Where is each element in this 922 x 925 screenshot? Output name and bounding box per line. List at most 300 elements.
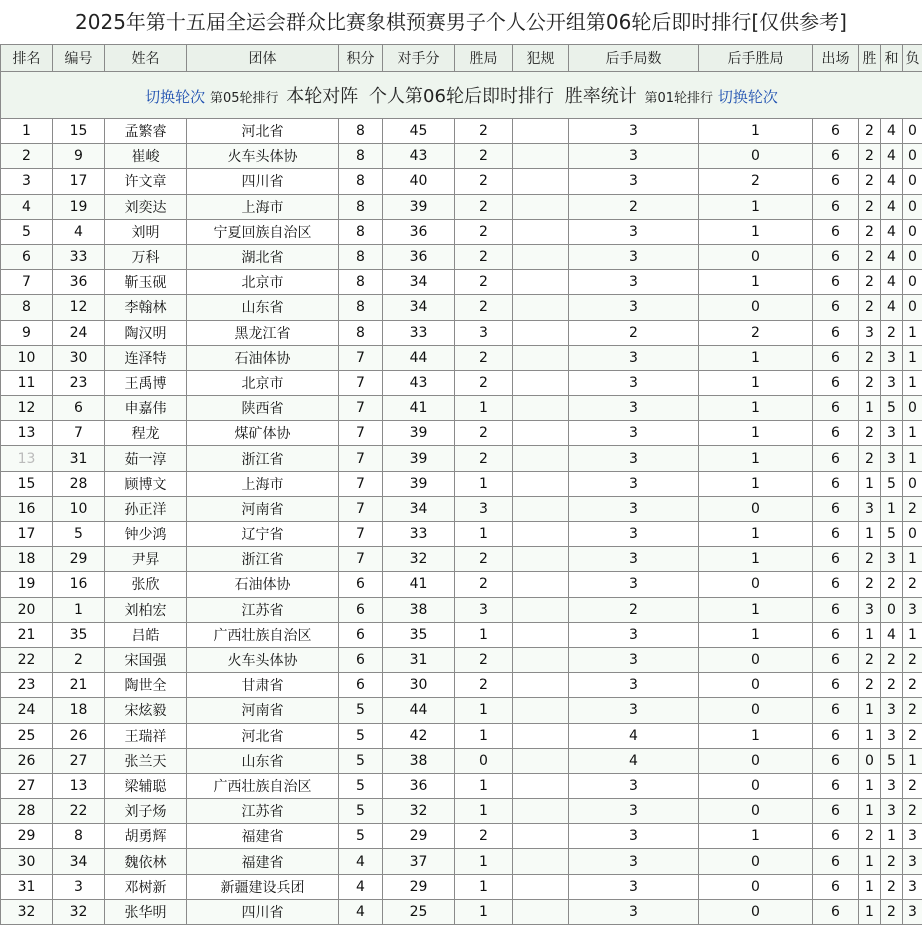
table-cell: 2 [699, 169, 813, 194]
column-header: 出场 [813, 45, 859, 72]
table-cell: 邓树新 [105, 874, 187, 899]
table-cell: 8 [339, 169, 383, 194]
table-cell: 1 [859, 799, 881, 824]
table-cell: 3 [569, 244, 699, 269]
table-cell: 上海市 [187, 471, 339, 496]
table-cell: 山东省 [187, 748, 339, 773]
table-cell: 13 [1, 446, 53, 471]
table-cell: 3 [881, 773, 903, 798]
table-cell [513, 849, 569, 874]
table-cell: 5 [881, 522, 903, 547]
table-cell: 2 [455, 647, 513, 672]
table-cell: 6 [339, 673, 383, 698]
table-cell: 1 [699, 194, 813, 219]
table-cell: 39 [383, 446, 455, 471]
table-cell [513, 345, 569, 370]
table-cell: 35 [53, 622, 105, 647]
table-cell: 32 [1, 899, 53, 924]
table-cell [513, 219, 569, 244]
table-cell [513, 824, 569, 849]
table-cell [513, 144, 569, 169]
table-cell: 18 [1, 547, 53, 572]
table-cell: 3 [859, 597, 881, 622]
table-header-row [1, 45, 922, 72]
table-cell: 煤矿体协 [187, 421, 339, 446]
table-row [1, 899, 922, 924]
table-cell: 2 [455, 295, 513, 320]
table-cell: 4 [881, 119, 903, 144]
table-cell: 2 [699, 320, 813, 345]
table-cell: 41 [383, 396, 455, 421]
table-cell: 6 [813, 547, 859, 572]
table-cell: 4 [1, 194, 53, 219]
table-cell [513, 295, 569, 320]
round-nav-cell [1, 72, 922, 119]
table-cell: 10 [1, 345, 53, 370]
table-cell: 6 [813, 421, 859, 446]
table-cell: 6 [813, 673, 859, 698]
table-cell: 福建省 [187, 849, 339, 874]
table-cell: 7 [339, 421, 383, 446]
table-cell: 福建省 [187, 824, 339, 849]
table-cell: 12 [53, 295, 105, 320]
table-cell: 43 [383, 370, 455, 395]
table-cell: 1 [699, 522, 813, 547]
table-cell: 刘明 [105, 219, 187, 244]
column-header: 排名 [1, 45, 53, 72]
table-cell: 7 [339, 345, 383, 370]
table-cell: 36 [383, 244, 455, 269]
column-header: 和 [881, 45, 903, 72]
table-cell: 29 [383, 824, 455, 849]
table-cell: 26 [1, 748, 53, 773]
table-cell: 河北省 [187, 119, 339, 144]
table-cell: 石油体协 [187, 345, 339, 370]
table-cell: 甘肃省 [187, 673, 339, 698]
table-cell: 4 [569, 723, 699, 748]
table-cell: 2 [881, 673, 903, 698]
table-cell: 6 [813, 270, 859, 295]
table-cell: 北京市 [187, 270, 339, 295]
table-cell: 浙江省 [187, 446, 339, 471]
table-row [1, 824, 922, 849]
table-cell: 8 [339, 194, 383, 219]
table-cell: 30 [383, 673, 455, 698]
table-row [1, 119, 922, 144]
table-cell: 15 [53, 119, 105, 144]
table-cell: 2 [881, 320, 903, 345]
table-cell: 7 [53, 421, 105, 446]
table-row [1, 421, 922, 446]
table-cell: 2 [859, 194, 881, 219]
table-cell: 16 [1, 496, 53, 521]
table-cell: 0 [903, 522, 922, 547]
table-cell: 6 [813, 647, 859, 672]
table-cell: 2 [455, 446, 513, 471]
table-row [1, 698, 922, 723]
table-cell: 5 [1, 219, 53, 244]
table-cell: 1 [699, 824, 813, 849]
table-cell [513, 597, 569, 622]
table-cell: 2 [859, 421, 881, 446]
table-cell: 8 [339, 295, 383, 320]
table-row [1, 496, 922, 521]
table-cell: 13 [1, 421, 53, 446]
table-row [1, 597, 922, 622]
table-cell: 1 [455, 799, 513, 824]
table-cell: 42 [383, 723, 455, 748]
table-cell: 4 [881, 169, 903, 194]
table-cell: 四川省 [187, 169, 339, 194]
table-cell [513, 471, 569, 496]
table-cell: 1 [455, 622, 513, 647]
table-cell: 39 [383, 421, 455, 446]
table-row [1, 799, 922, 824]
column-header: 姓名 [105, 45, 187, 72]
table-cell: 33 [383, 522, 455, 547]
table-cell: 7 [339, 522, 383, 547]
table-cell: 7 [339, 471, 383, 496]
table-cell: 17 [53, 169, 105, 194]
table-row [1, 849, 922, 874]
table-cell: 孟繁睿 [105, 119, 187, 144]
table-cell: 2 [859, 673, 881, 698]
table-cell: 山东省 [187, 295, 339, 320]
prev-round-link[interactable]: 第05轮排行 [210, 91, 279, 106]
table-cell: 2 [455, 244, 513, 269]
table-cell: 1 [455, 874, 513, 899]
table-cell: 8 [1, 295, 53, 320]
table-cell: 1 [455, 773, 513, 798]
table-cell: 6 [813, 370, 859, 395]
table-cell: 1 [859, 471, 881, 496]
table-cell: 20 [1, 597, 53, 622]
table-cell: 连泽特 [105, 345, 187, 370]
table-cell: 李翰林 [105, 295, 187, 320]
table-cell: 北京市 [187, 370, 339, 395]
table-cell: 0 [699, 849, 813, 874]
column-header: 编号 [53, 45, 105, 72]
table-cell: 2 [859, 572, 881, 597]
table-cell: 广西壮族自治区 [187, 773, 339, 798]
table-cell: 9 [53, 144, 105, 169]
table-cell: 28 [1, 799, 53, 824]
table-cell: 44 [383, 698, 455, 723]
table-cell: 0 [699, 874, 813, 899]
table-cell: 6 [813, 194, 859, 219]
table-cell: 茹一淳 [105, 446, 187, 471]
table-cell: 21 [53, 673, 105, 698]
table-cell: 3 [881, 547, 903, 572]
table-cell: 29 [1, 824, 53, 849]
table-row [1, 572, 922, 597]
table-cell [513, 799, 569, 824]
table-cell: 2 [53, 647, 105, 672]
table-cell: 2 [455, 824, 513, 849]
table-cell: 5 [881, 748, 903, 773]
switch-round-left-link[interactable]: 切换轮次 [145, 88, 205, 106]
table-cell: 1 [699, 547, 813, 572]
table-cell: 6 [813, 522, 859, 547]
table-cell: 6 [339, 622, 383, 647]
table-cell: 3 [455, 597, 513, 622]
current-ranking-label: 个人第06轮后即时排行 [369, 86, 554, 107]
table-cell: 2 [455, 547, 513, 572]
table-cell: 7 [339, 547, 383, 572]
table-cell: 2 [455, 270, 513, 295]
win-rate-link[interactable]: 胜率统计 [565, 86, 637, 107]
table-cell: 0 [859, 748, 881, 773]
table-cell: 1 [859, 396, 881, 421]
table-cell: 陶汉明 [105, 320, 187, 345]
table-cell: 0 [903, 194, 922, 219]
table-cell: 上海市 [187, 194, 339, 219]
table-row [1, 622, 922, 647]
table-cell [513, 320, 569, 345]
table-cell: 2 [455, 673, 513, 698]
table-cell: 许文章 [105, 169, 187, 194]
table-cell: 0 [903, 396, 922, 421]
table-cell: 3 [569, 773, 699, 798]
table-cell [513, 194, 569, 219]
table-cell: 25 [1, 723, 53, 748]
table-cell: 1 [903, 370, 922, 395]
table-cell: 1 [699, 471, 813, 496]
table-cell: 4 [569, 748, 699, 773]
table-cell: 5 [53, 522, 105, 547]
table-cell: 6 [813, 244, 859, 269]
table-cell: 4 [881, 219, 903, 244]
table-cell: 19 [53, 194, 105, 219]
table-cell: 33 [383, 320, 455, 345]
table-cell: 3 [455, 320, 513, 345]
table-cell: 6 [813, 320, 859, 345]
column-header: 团体 [187, 45, 339, 72]
table-cell: 6 [813, 773, 859, 798]
table-cell: 6 [813, 899, 859, 924]
column-header: 负 [903, 45, 922, 72]
table-row [1, 219, 922, 244]
table-cell [513, 169, 569, 194]
table-cell: 1 [859, 522, 881, 547]
table-cell: 25 [383, 899, 455, 924]
table-cell: 0 [699, 572, 813, 597]
ranking-rows [1, 119, 922, 925]
table-row [1, 320, 922, 345]
table-cell: 6 [339, 572, 383, 597]
table-row [1, 244, 922, 269]
table-cell: 18 [53, 698, 105, 723]
table-cell: 2 [859, 144, 881, 169]
table-cell: 1 [859, 874, 881, 899]
table-cell: 4 [881, 270, 903, 295]
table-cell: 24 [1, 698, 53, 723]
table-cell: 1 [881, 496, 903, 521]
table-cell: 35 [383, 622, 455, 647]
page-title: 2025年第十五届全运会群众比赛象棋预赛男子个人公开组第06轮后即时排行[仅供参考] [0, 0, 922, 44]
table-cell: 34 [53, 849, 105, 874]
table-cell: 36 [53, 270, 105, 295]
table-cell: 3 [881, 799, 903, 824]
table-cell: 41 [383, 572, 455, 597]
table-cell: 2 [455, 119, 513, 144]
table-row [1, 647, 922, 672]
table-cell: 2 [455, 144, 513, 169]
table-cell: 1 [699, 723, 813, 748]
table-cell: 8 [339, 244, 383, 269]
table-cell [513, 496, 569, 521]
table-cell: 2 [903, 496, 922, 521]
table-cell: 2 [859, 270, 881, 295]
table-cell: 梁辅聪 [105, 773, 187, 798]
table-cell [513, 899, 569, 924]
table-cell: 6 [339, 647, 383, 672]
table-cell: 4 [881, 295, 903, 320]
table-cell: 3 [569, 169, 699, 194]
table-cell: 0 [903, 244, 922, 269]
table-cell: 11 [1, 370, 53, 395]
table-cell: 3 [903, 824, 922, 849]
table-cell: 5 [339, 723, 383, 748]
table-cell: 刘奕达 [105, 194, 187, 219]
table-cell: 32 [383, 799, 455, 824]
table-row [1, 370, 922, 395]
table-cell: 2 [903, 773, 922, 798]
table-cell: 0 [699, 244, 813, 269]
table-cell: 3 [53, 874, 105, 899]
table-cell: 5 [339, 824, 383, 849]
table-cell: 38 [383, 748, 455, 773]
column-header: 胜局 [455, 45, 513, 72]
table-cell: 12 [1, 396, 53, 421]
table-cell: 4 [339, 874, 383, 899]
table-cell: 5 [339, 773, 383, 798]
table-cell: 2 [903, 647, 922, 672]
table-cell: 21 [1, 622, 53, 647]
table-cell: 1 [699, 370, 813, 395]
table-cell: 刘子炀 [105, 799, 187, 824]
table-cell: 3 [569, 899, 699, 924]
table-cell: 8 [339, 320, 383, 345]
table-cell: 3 [569, 572, 699, 597]
table-cell [513, 547, 569, 572]
table-cell [513, 874, 569, 899]
table-cell: 2 [455, 572, 513, 597]
table-cell: 广西壮族自治区 [187, 622, 339, 647]
table-cell: 3 [455, 496, 513, 521]
first-round-link[interactable]: 第01轮排行 [645, 91, 714, 106]
table-cell: 23 [53, 370, 105, 395]
table-row [1, 270, 922, 295]
table-cell: 3 [881, 421, 903, 446]
table-cell: 6 [813, 119, 859, 144]
table-cell: 1 [903, 345, 922, 370]
table-cell: 3 [881, 446, 903, 471]
column-header: 胜 [859, 45, 881, 72]
table-row [1, 773, 922, 798]
table-row [1, 144, 922, 169]
table-cell: 4 [881, 622, 903, 647]
table-cell: 3 [569, 849, 699, 874]
table-cell: 孙正洋 [105, 496, 187, 521]
table-cell: 0 [699, 647, 813, 672]
table-cell [513, 723, 569, 748]
table-cell: 1 [859, 899, 881, 924]
table-cell: 0 [903, 295, 922, 320]
table-cell: 4 [339, 849, 383, 874]
table-cell: 3 [903, 849, 922, 874]
table-cell: 火车头体协 [187, 144, 339, 169]
table-cell: 1 [859, 773, 881, 798]
table-cell: 7 [1, 270, 53, 295]
table-cell: 0 [699, 496, 813, 521]
table-cell: 3 [569, 522, 699, 547]
table-cell: 45 [383, 119, 455, 144]
table-cell: 0 [881, 597, 903, 622]
table-cell: 3 [881, 370, 903, 395]
current-pairing-link[interactable]: 本轮对阵 [286, 86, 358, 107]
table-cell: 3 [569, 471, 699, 496]
switch-round-right-link[interactable]: 切换轮次 [718, 88, 778, 106]
table-cell: 2 [859, 244, 881, 269]
table-cell: 黑龙江省 [187, 320, 339, 345]
table-cell: 2 [903, 723, 922, 748]
table-row [1, 345, 922, 370]
table-cell: 胡勇辉 [105, 824, 187, 849]
table-cell: 河南省 [187, 496, 339, 521]
table-cell: 32 [383, 547, 455, 572]
table-cell: 3 [881, 698, 903, 723]
table-cell: 2 [859, 824, 881, 849]
table-cell: 3 [569, 874, 699, 899]
table-cell: 3 [569, 446, 699, 471]
table-cell: 宋炫毅 [105, 698, 187, 723]
table-cell: 1 [53, 597, 105, 622]
table-cell: 申嘉伟 [105, 396, 187, 421]
table-cell: 2 [881, 899, 903, 924]
table-cell: 3 [569, 547, 699, 572]
table-cell: 1 [455, 849, 513, 874]
table-cell: 1 [1, 119, 53, 144]
table-cell [513, 370, 569, 395]
table-cell: 0 [903, 471, 922, 496]
table-cell: 6 [813, 748, 859, 773]
table-cell: 5 [881, 471, 903, 496]
table-cell: 3 [569, 270, 699, 295]
table-cell: 3 [569, 119, 699, 144]
table-cell: 40 [383, 169, 455, 194]
table-cell: 崔峻 [105, 144, 187, 169]
table-cell: 2 [455, 345, 513, 370]
table-row [1, 396, 922, 421]
table-cell: 38 [383, 597, 455, 622]
table-cell: 3 [881, 723, 903, 748]
table-cell: 28 [53, 471, 105, 496]
table-cell: 36 [383, 773, 455, 798]
table-cell: 3 [569, 295, 699, 320]
table-cell: 1 [455, 899, 513, 924]
table-cell: 3 [569, 370, 699, 395]
table-cell: 30 [53, 345, 105, 370]
table-cell: 宋国强 [105, 647, 187, 672]
table-cell: 44 [383, 345, 455, 370]
table-cell: 2 [859, 219, 881, 244]
table-row [1, 446, 922, 471]
table-cell: 5 [339, 799, 383, 824]
table-cell: 1 [699, 396, 813, 421]
table-cell: 钟少鸿 [105, 522, 187, 547]
table-cell: 3 [569, 799, 699, 824]
